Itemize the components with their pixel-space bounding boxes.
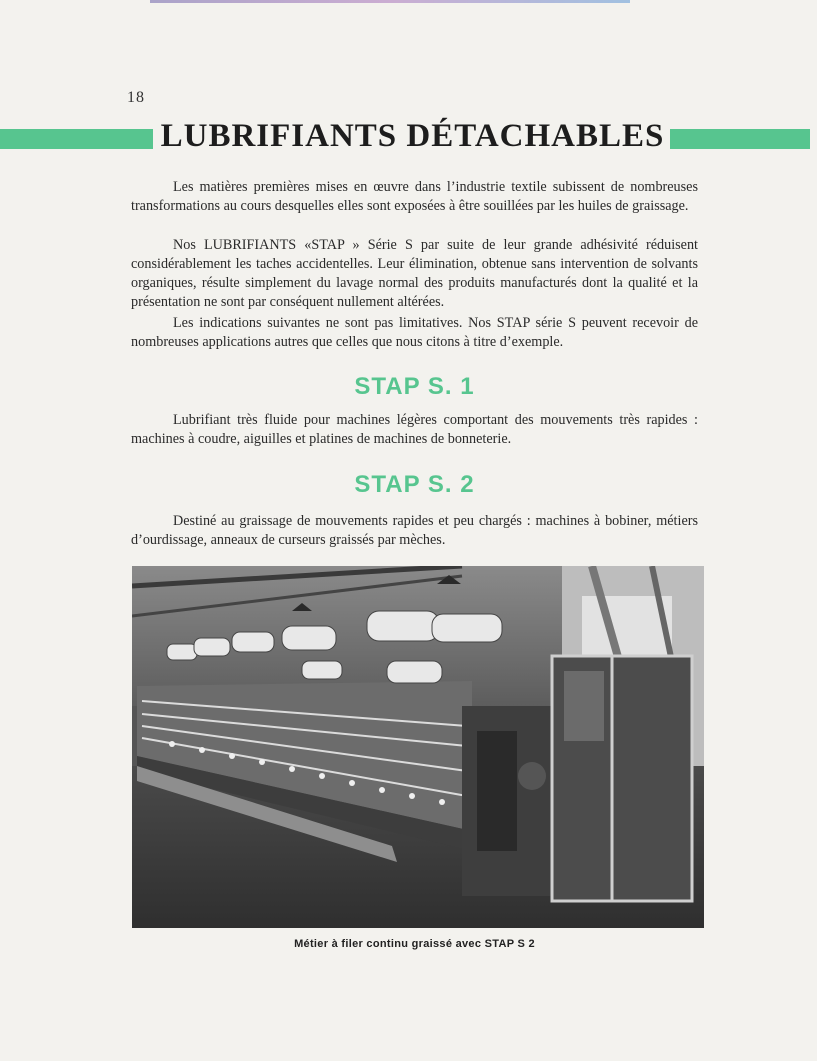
title-bar-right bbox=[670, 129, 810, 149]
photo-caption: Métier à filer continu graissé avec STAP S 2 bbox=[294, 938, 535, 950]
page-number: 18 bbox=[127, 89, 145, 106]
intro-paragraph-3: Les indications suivantes ne sont pas limitatives. Nos STAP série S peuvent recevoir de nombreuses applications autres que celles que nous citons à titre d’exemple. bbox=[131, 315, 698, 350]
page-title: LUBRIFIANTS DÉTACHABLES bbox=[160, 118, 665, 154]
intro-paragraph-1: Les matières premières mises en œuvre dans l’industrie textile subissent de nombreuses transformations au cours desquelles elles sont exposées à être souillées par les huiles de graissage. bbox=[131, 179, 698, 214]
intro-paragraph-2: Nos LUBRIFIANTS «STAP » Série S par suite de leur grande adhésivité réduisent considérablement les taches accidentelles. Leur élimination, obtenue sans intervention de solvants organiques, résulte simplement du lavage normal des produits manufacturés dont la qualité et la présentation ne sont par conséquent nullement altérées. bbox=[131, 237, 698, 310]
spinning-frame-illustration bbox=[132, 566, 704, 928]
title-bar-left bbox=[0, 129, 153, 149]
product-description-s2: Destiné au graissage de mouvements rapides et peu chargés : machines à bobiner, métiers d’ourdissage, anneaux de curseurs graissés par mèches. bbox=[131, 513, 698, 548]
top-edge-stripe bbox=[150, 0, 630, 3]
product-heading-s1: STAP S. 1 bbox=[354, 373, 475, 400]
product-description-s1: Lubrifiant très fluide pour machines légères comportant des mouvements très rapides : machines à coudre, aiguilles et platines de machines de bonneterie. bbox=[131, 412, 698, 447]
spinning-frame-photo bbox=[132, 566, 704, 928]
product-heading-s2: STAP S. 2 bbox=[354, 471, 475, 498]
